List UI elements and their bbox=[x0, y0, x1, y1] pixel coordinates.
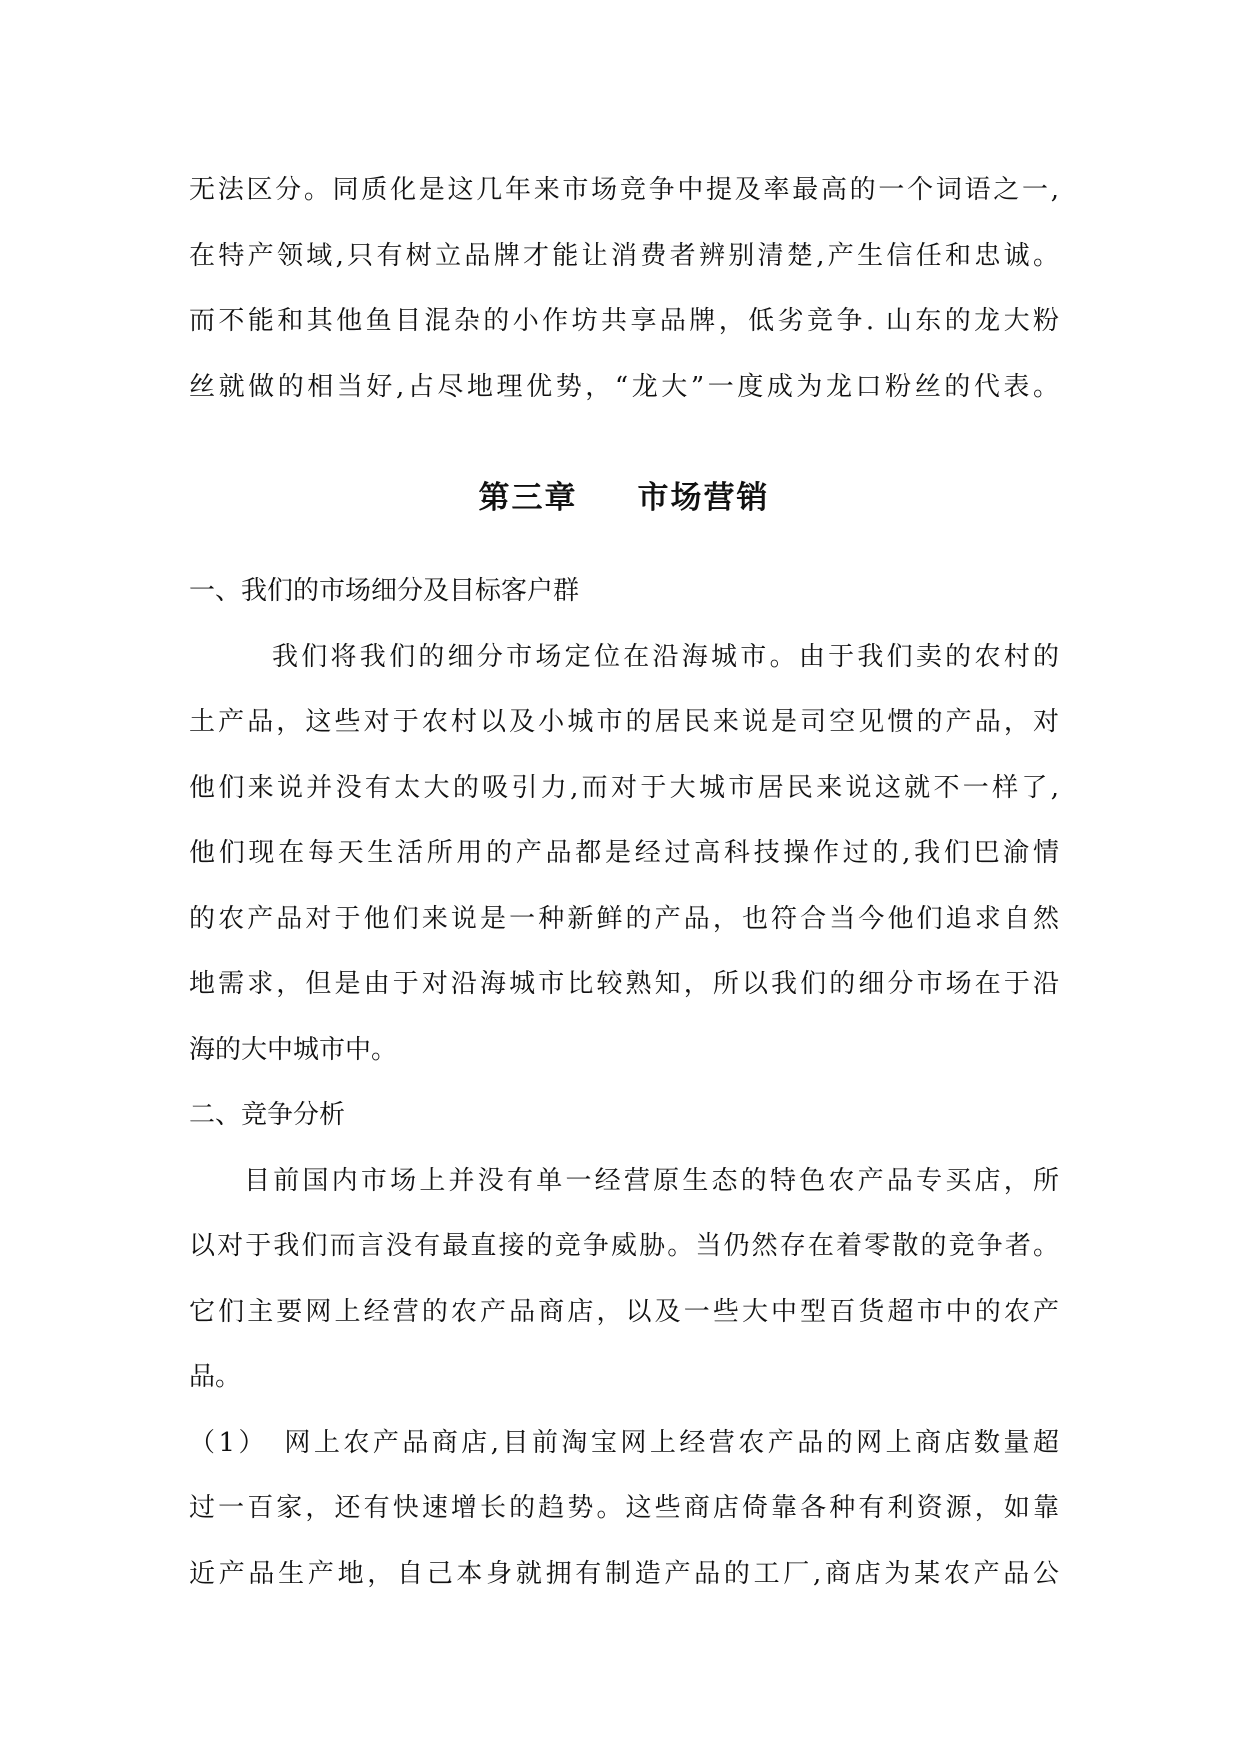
section-competition-paragraph bbox=[189, 1149, 1059, 1411]
text-line: 以对于我们而言没有最直接的竞争威胁。当仍然存在着零散的竞争者。 bbox=[189, 1231, 1059, 1261]
section-market-segmentation-paragraph bbox=[189, 625, 1059, 1084]
text-line: 而不能和其他鱼目混杂的小作坊共享品牌，低劣竞争. 山东的龙大粉 bbox=[189, 306, 1059, 336]
text-line: 无法区分。同质化是这几年来市场竞争中提及率最高的一个词语之一, bbox=[189, 175, 1059, 205]
text-line: 他们来说并没有太大的吸引力,而对于大城市居民来说这就不一样了, bbox=[189, 772, 1059, 803]
chapter-number: 第三章 bbox=[478, 480, 578, 516]
chapter-title: 市场营销 bbox=[637, 480, 770, 516]
section-title-market-segmentation: 一、我们的市场细分及目标客户群 bbox=[189, 576, 580, 606]
intro-paragraph bbox=[189, 158, 1059, 420]
text-line: 丝就做的相当好,占尽地理优势，“龙大”一度成为龙口粉丝的代表。 bbox=[189, 371, 1059, 402]
text-line: （1） 网上农产品商店,目前淘宝网上经营农产品的网上商店数量超 bbox=[189, 1427, 1059, 1458]
text-line: 他们现在每天生活所用的产品都是经过高科技操作过的,我们巴渝情 bbox=[189, 838, 1059, 868]
text-line: 土产品，这些对于农村以及小城市的居民来说是司空见惯的产品，对 bbox=[189, 707, 1059, 737]
text-line: 目前国内市场上并没有单一经营原生态的特色农产品专买店，所 bbox=[244, 1165, 1059, 1196]
text-line: 它们主要网上经营的农产品商店，以及一些大中型百货超市中的农产 bbox=[189, 1296, 1059, 1327]
text-line: 近产品生产地，自己本身就拥有制造产品的工厂,商店为某农产品公 bbox=[189, 1558, 1059, 1589]
competitor-item-online-stores bbox=[189, 1411, 1059, 1608]
section-title-competition-analysis: 二、竞争分析 bbox=[189, 1100, 346, 1130]
text-line: 在特产领域,只有树立品牌才能让消费者辨别清楚,产生信任和忠诚。 bbox=[189, 240, 1059, 271]
text-line: 的农产品对于他们来说是一种新鲜的产品，也符合当今他们追求自然 bbox=[189, 903, 1059, 934]
text-line: 品。 bbox=[189, 1362, 242, 1392]
text-line: 地需求，但是由于对沿海城市比较熟知，所以我们的细分市场在于沿 bbox=[189, 969, 1059, 999]
text-line: 过一百家，还有快速增长的趋势。这些商店倚靠各种有利资源，如靠 bbox=[189, 1493, 1059, 1523]
document-body bbox=[189, 158, 1059, 1607]
text-line: 我们将我们的细分市场定位在沿海城市。由于我们卖的农村的 bbox=[272, 641, 1059, 672]
text-line: 海的大中城市中。 bbox=[189, 1034, 398, 1065]
chapter-heading bbox=[189, 476, 1059, 520]
